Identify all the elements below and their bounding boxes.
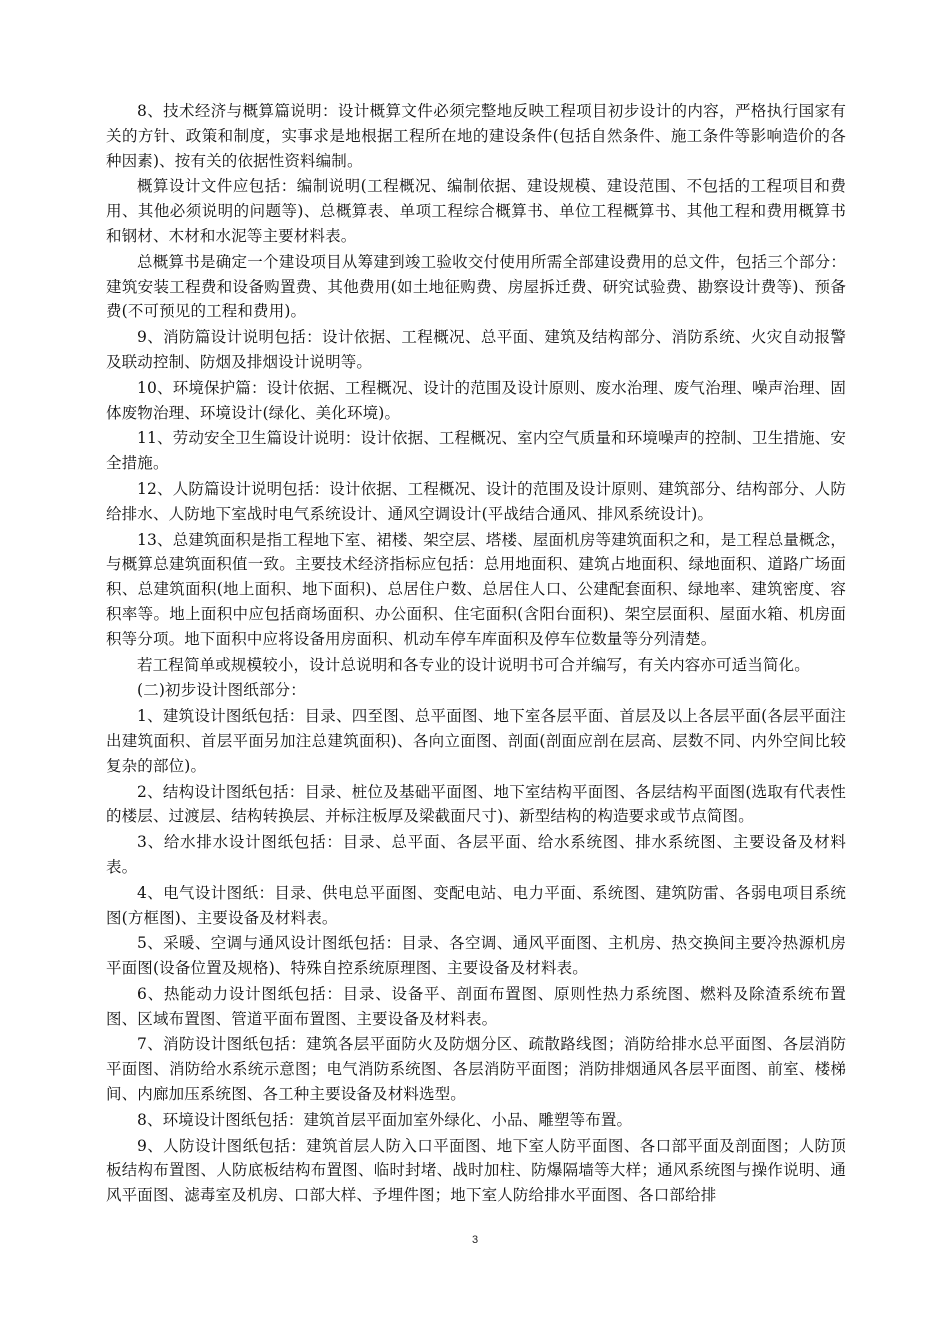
paragraph-drawing-5-hvac: 5、采暖、空调与通风设计图纸包括：目录、各空调、通风平面图、主机房、热交换间主要冷热源机房平面图(设备位置及规格)、特殊自控系统原理图、主要设备及材料表。: [106, 934, 846, 978]
paragraph-drawing-6-thermal: 6、热能动力设计图纸包括：目录、设备平、剖面布置图、原则性热力系统图、燃料及除渣系统布置图、区域布置图、管道平面布置图、主要设备及材料表。: [106, 984, 846, 1028]
paragraph-drawing-9-civil-defense: 9、人防设计图纸包括：建筑首层人防入口平面图、地下室人防平面图、各口部平面及剖面图；人防顶板结构布置图、人防底板结构布置图、临时封堵、战时加柱、防爆隔墙等大样；通风系统图与操作说明、通风平面图、滤毒室及机房、口部大样、予埋件图；地下室人防给排水平面图、各口部给排: [106, 1136, 846, 1205]
paragraph-item-11-safety: 11、劳动安全卫生篇设计说明：设计依据、工程概况、室内空气质量和环境噪声的控制、卫生措施、安全措施。: [106, 429, 846, 473]
paragraph-item-13-floor-area: 13、总建筑面积是指工程地下室、裙楼、架空层、塔楼、屋面机房等建筑面积之和，是工程总量概念，与概算总建筑面积值一致。主要技术经济指标应包括：总用地面积、建筑占地面积、绿地面积、道路广场面积、总建筑面积(地上面积、地下面积)、总居住户数、总居住人口、公建配套面积、绿地率、建筑密度、容积率等。地上面积中应包括商场面积、办公面积、住宅面积(含阳台面积)、架空层面积、屋面水箱、机房面积等分项。地下面积中应将设备用房面积、机动车停车库面积及停车位数量等分列清楚。: [106, 530, 846, 648]
page-number: 3: [471, 1234, 479, 1246]
paragraph-drawing-7-fire: 7、消防设计图纸包括：建筑各层平面防火及防烟分区、疏散路线图；消防给排水总平面图、各层消防平面图、消防给水系统示意图；电气消防系统图、各层消防平面图；消防排烟通风各层平面图、前室、楼梯间、内廊加压系统图、各工种主要设备及材料选型。: [106, 1035, 846, 1104]
paragraph-drawing-4-electrical: 4、电气设计图纸：目录、供电总平面图、变配电站、电力平面、系统图、建筑防雷、各弱电项目系统图(方框图)、主要设备及材料表。: [106, 883, 846, 927]
paragraph-drawing-2-structure: 2、结构设计图纸包括：目录、桩位及基础平面图、地下室结构平面图、各层结构平面图(选取有代表性的楼层、过渡层、结构转换层、并标注板厚及梁截面尺寸)、新型结构的构造要求或节点简图。: [106, 782, 846, 826]
paragraph-item-8-budget: 8、技术经济与概算篇说明：设计概算文件必须完整地反映工程项目初步设计的内容，严格执行国家有关的方针、政策和制度，实事求是地根据工程所在地的建设条件(包括自然条件、施工条件等影响造价的各种因素)、按有关的依据性资料编制。: [106, 102, 846, 170]
section-heading-drawings: (二)初步设计图纸部分：: [137, 681, 306, 700]
paragraph-drawing-1-architecture: 1、建筑设计图纸包括：目录、四至图、总平面图、地下室各层平面、首层及以上各层平面(各层平面注出建筑面积、首层平面另加注总建筑面积)、各向立面图、剖面(剖面应剖在层高、层数不同、内外空间比较复杂的部位)。: [106, 707, 846, 775]
paragraph-total-budget: 总概算书是确定一个建设项目从筹建到竣工验收交付使用所需全部建设费用的总文件，包括三个部分：建筑安装工程费和设备购置费、其他费用(如土地征购费、房屋拆迁费、研究试验费、勘察设计费等)、预备费(不可预见的工程和费用)。: [106, 252, 846, 321]
paragraph-item-10-environment: 10、环境保护篇：设计依据、工程概况、设计的范围及设计原则、废水治理、废气治理、噪声治理、固体废物治理、环境设计(绿化、美化环境)。: [106, 378, 846, 422]
document-body: [106, 99, 846, 1209]
paragraph-drawing-3-plumbing: 3、给水排水设计图纸包括：目录、总平面、各层平面、给水系统图、排水系统图、主要设备及材料表。: [106, 833, 846, 876]
paragraph-budget-contents: 概算设计文件应包括：编制说明(工程概况、编制依据、建设规模、建设范围、不包括的工程项目和费用、其他必须说明的问题等)、总概算表、单项工程综合概算书、单位工程概算书、其他工程和费用概算书和钢材、木材和水泥等主要材料表。: [106, 177, 846, 245]
paragraph-item-9-fire: 9、消防篇设计说明包括：设计依据、工程概况、总平面、建筑及结构部分、消防系统、火灾自动报警及联动控制、防烟及排烟设计说明等。: [106, 328, 846, 371]
paragraph-item-12-civil-defense: 12、人防篇设计说明包括：设计依据、工程概况、设计的范围及设计原则、建筑部分、结构部分、人防给排水、人防地下室战时电气系统设计、通风空调设计(平战结合通风、排风系统设计)。: [106, 479, 846, 523]
paragraph-drawing-8-environment: 8、环境设计图纸包括：建筑首层平面加室外绿化、小品、雕塑等布置。: [137, 1110, 633, 1129]
paragraph-simplification-note: 若工程简单或规模较小，设计总说明和各专业的设计说明书可合并编写，有关内容亦可适当简化。: [137, 655, 810, 674]
